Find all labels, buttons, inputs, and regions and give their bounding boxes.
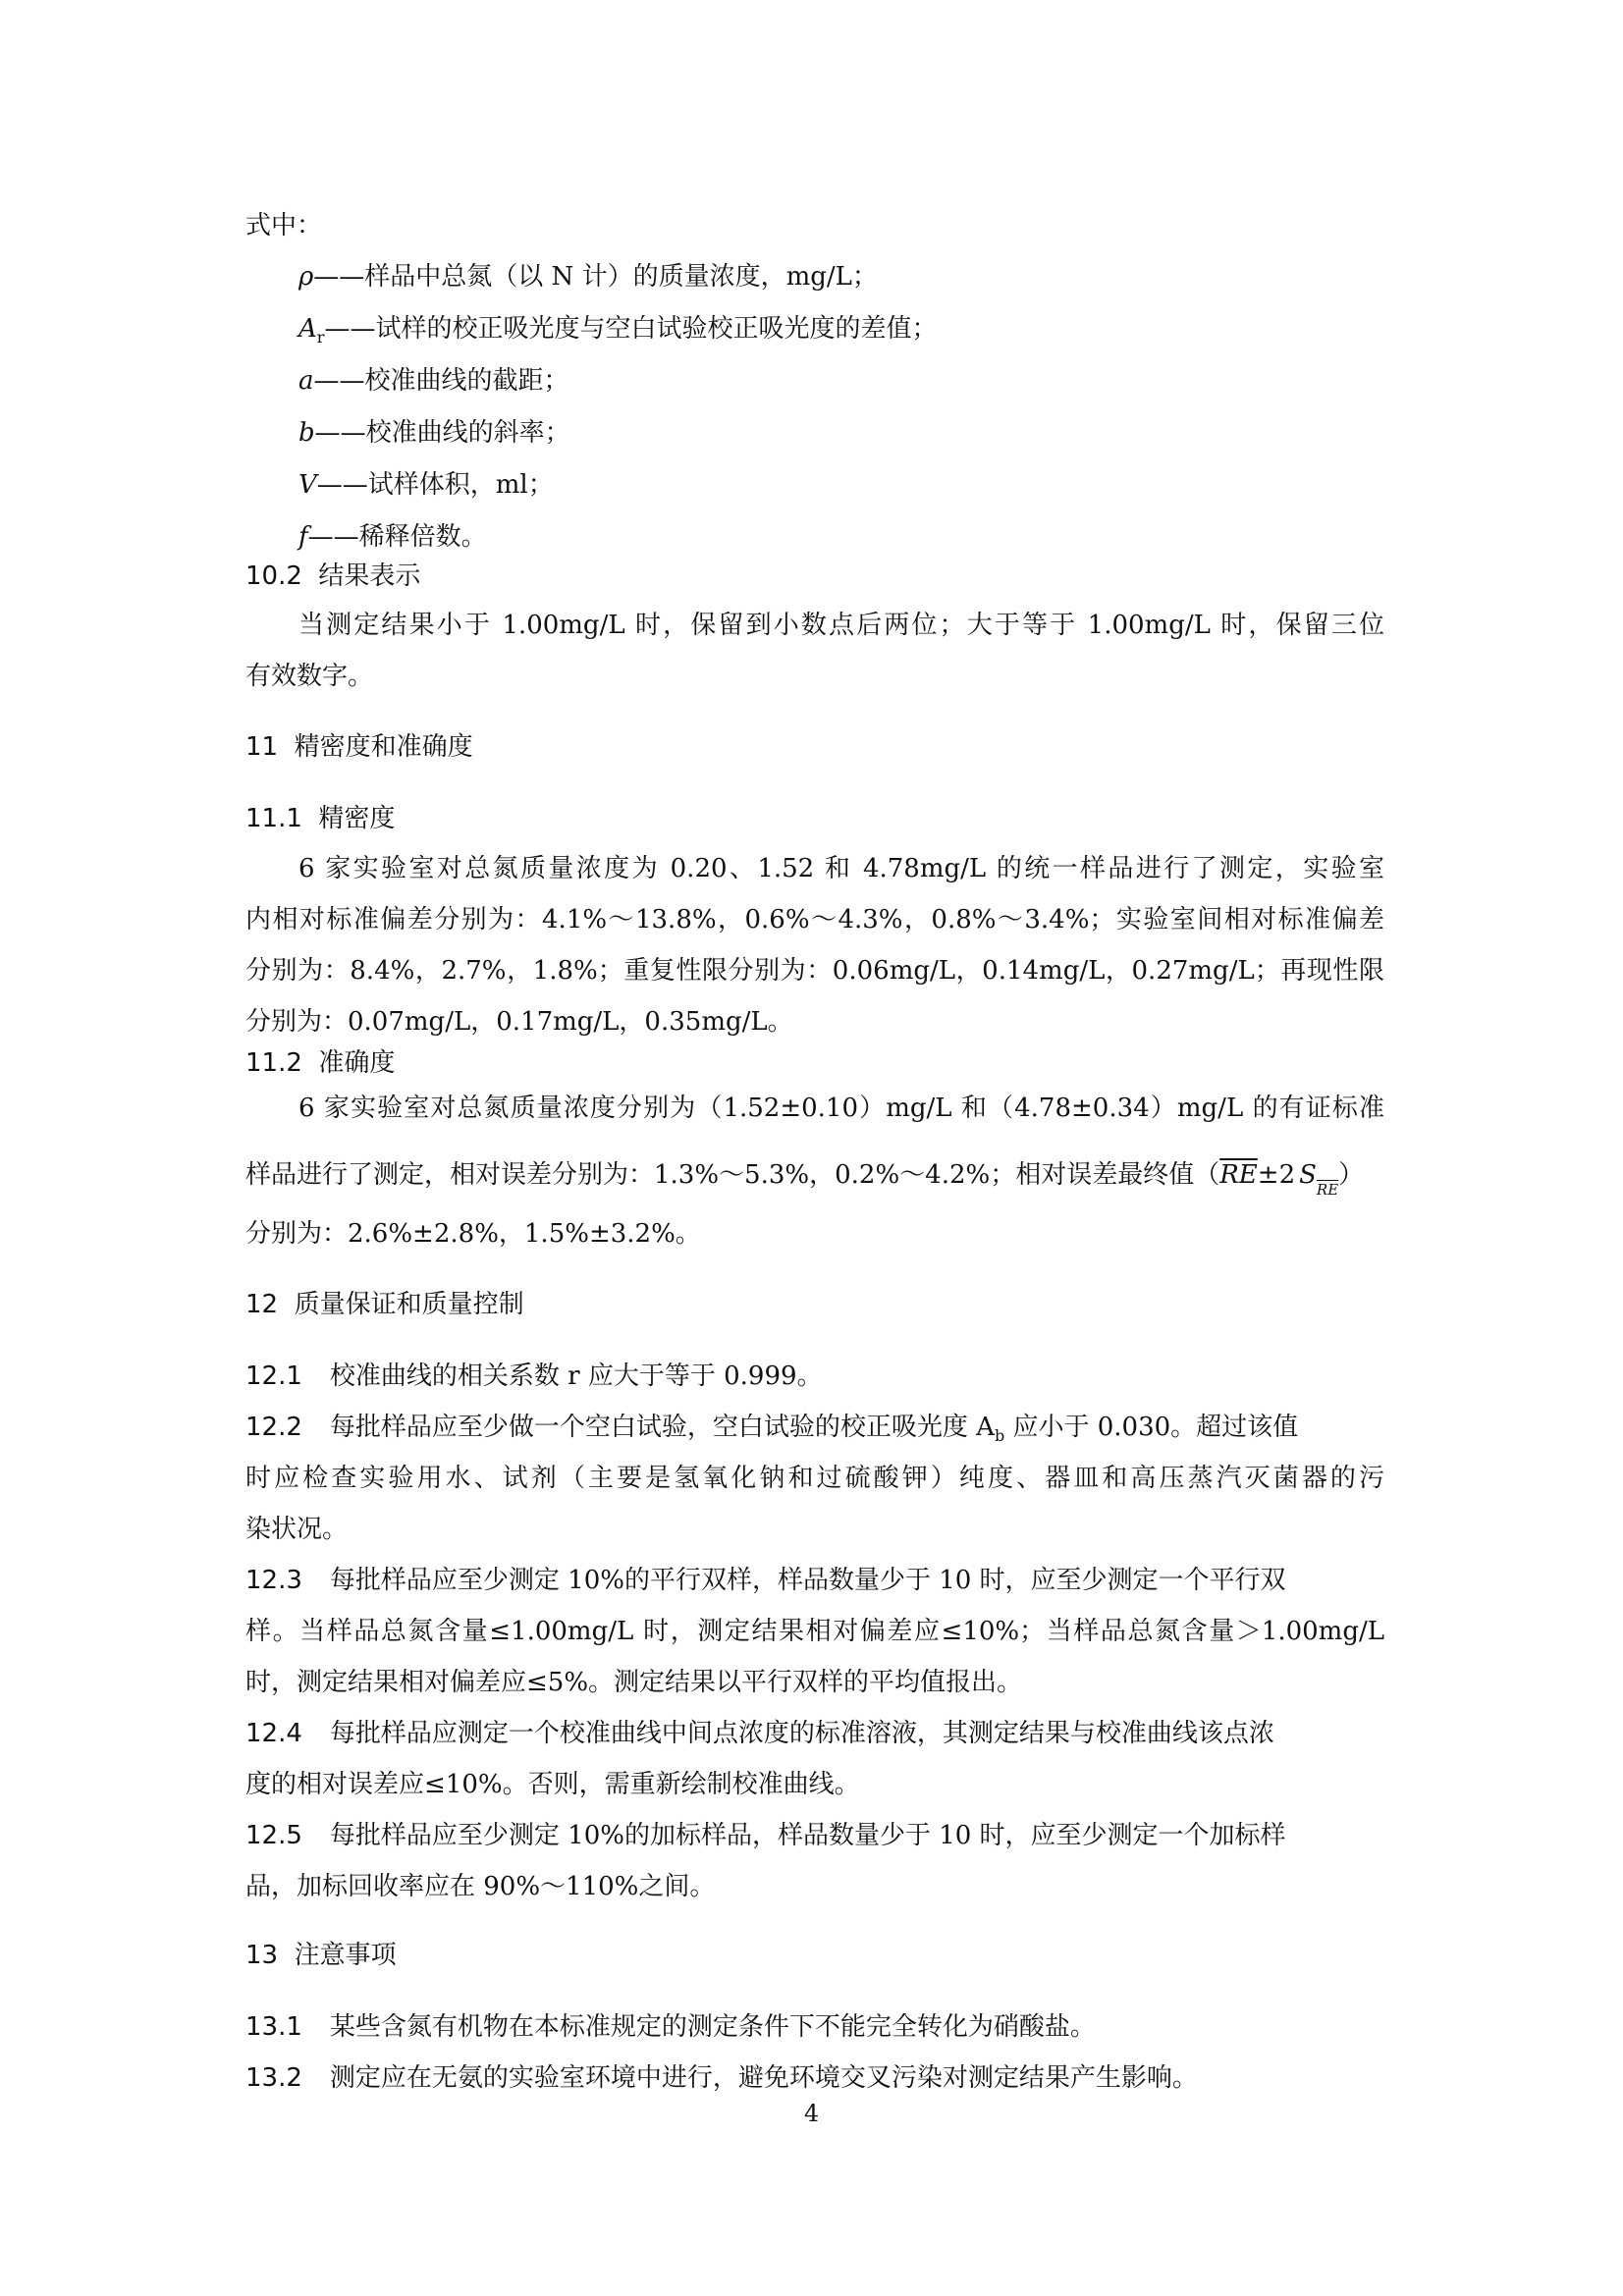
- paragraph-text: 样品进行了测定，相对误差分别为：1.3%～5.3%，0.2%～4.2%；相对误差最终值（: [245, 1160, 1220, 1190]
- legend-desc: ——试样的校正吸光度与空白试验校正吸光度的差值；: [324, 314, 938, 344]
- legend-symbol: f: [298, 522, 308, 552]
- clause-number: 13.2: [245, 2063, 302, 2093]
- clause-12-4: [245, 1717, 1384, 1750]
- legend-ar: [298, 312, 1437, 354]
- clause-12-3: [245, 1564, 1384, 1597]
- legend-symbol: V: [298, 470, 317, 500]
- clause-text: 每批样品应至少测定 10%的加标样品，样品数量少于 10 时，应至少测定一个加标样: [329, 1821, 1286, 1850]
- heading-10-2: 10.2 结果表示: [245, 561, 421, 591]
- heading-11-1: 11.1 精密度: [245, 804, 396, 833]
- paragraph-line: 样。当样品总氮含量≤1.00mg/L 时，测定结果相对偏差应≤10%；当样品总氮含量＞1.00mg/L: [245, 1617, 1384, 1646]
- clause-number: 12.5: [245, 1821, 302, 1850]
- legend-desc: ——校准曲线的斜率；: [314, 418, 570, 448]
- clause-text: 每批样品应至少做一个空白试验，空白试验的校正吸光度 A: [329, 1413, 995, 1442]
- clause-13-1: [245, 2010, 1384, 2044]
- paragraph-line: 内相对标准偏差分别为：4.1%～13.8%，0.6%～4.3%，0.8%～3.4%；实验室间相对标准偏差: [245, 905, 1384, 934]
- re-mean-symbol: $\overline{RE}$: [1219, 1160, 1258, 1190]
- legend-symbol: b: [298, 418, 315, 448]
- paragraph-line: 6 家实验室对总氮质量浓度为 0.20、1.52 和 4.78mg/L 的统一样品进行了测定，实验室: [298, 854, 1384, 883]
- paragraph-line: 有效数字。: [245, 662, 374, 691]
- clause-text: 应小于 0.030。超过该值: [1004, 1413, 1299, 1442]
- clause-12-1: [245, 1360, 1384, 1393]
- paragraph-line: 当测定结果小于 1.00mg/L 时，保留到小数点后两位；大于等于 1.00mg/L 时，保留三位: [298, 611, 1384, 640]
- paragraph-line-formula: [245, 1158, 1384, 1206]
- paragraph-line: 分别为：8.4%，2.7%，1.8%；重复性限分别为：0.06mg/L，0.14mg/L，0.27mg/L；再现性限: [245, 956, 1384, 986]
- paragraph-line: 度的相对误差应≤10%。否则，需重新绘制校准曲线。: [245, 1770, 860, 1799]
- s-symbol: S: [1299, 1160, 1317, 1190]
- legend-a: [298, 364, 1437, 398]
- legend-subscript: r: [316, 328, 325, 347]
- paragraph-line: 6 家实验室对总氮质量浓度分别为（1.52±0.10）mg/L 和（4.78±0.34）mg/L 的有证标准: [298, 1094, 1384, 1123]
- clause-12-2: [245, 1411, 1384, 1453]
- paragraph-text: ）: [1338, 1160, 1365, 1190]
- clause-number: 12.1: [245, 1362, 302, 1391]
- plus-minus-text: ±2: [1257, 1160, 1296, 1190]
- s-subscript: RE: [1316, 1181, 1339, 1199]
- legend-b: [298, 416, 1437, 450]
- paragraph-line: 分别为：0.07mg/L，0.17mg/L，0.35mg/L。: [245, 1007, 793, 1037]
- heading-11: 11 精密度和准确度: [245, 732, 473, 762]
- clause-text: 某些含氮有机物在本标准规定的测定条件下不能完全转化为硝酸盐。: [329, 2012, 1096, 2042]
- clause-number: 12.2: [245, 1413, 302, 1442]
- legend-symbol: ρ: [298, 262, 314, 292]
- clause-number: 12.3: [245, 1566, 302, 1595]
- heading-12: 12 质量保证和质量控制: [245, 1290, 524, 1319]
- clause-text: 每批样品应测定一个校准曲线中间点浓度的标准溶液，其测定结果与校准曲线该点浓: [329, 1719, 1274, 1748]
- legend-symbol: A: [298, 314, 317, 344]
- formula-intro: 式中：: [245, 211, 323, 240]
- paragraph-line: 时应检查实验用水、试剂（主要是氢氧化钠和过硫酸钾）纯度、器皿和高压蒸汽灭菌器的污: [245, 1464, 1384, 1493]
- clause-12-5: [245, 1819, 1384, 1852]
- clause-13-2: [245, 2061, 1384, 2095]
- clause-text: 校准曲线的相关系数 r 应大于等于 0.999。: [329, 1362, 823, 1391]
- legend-desc: ——稀释倍数。: [307, 522, 487, 552]
- legend-desc: ——校准曲线的截距；: [313, 366, 569, 396]
- paragraph-line: 品，加标回收率应在 90%～110%之间。: [245, 1872, 716, 1901]
- legend-f: [298, 520, 1437, 554]
- paragraph-line: 时，测定结果相对偏差应≤5%。测定结果以平行双样的平均值报出。: [245, 1668, 1023, 1697]
- legend-desc: ——样品中总氮（以 N 计）的质量浓度，mg/L；: [313, 262, 878, 292]
- clause-number: 12.4: [245, 1719, 302, 1748]
- paragraph-line: 分别为：2.6%±2.8%，1.5%±3.2%。: [245, 1219, 701, 1249]
- clause-text: 每批样品应至少测定 10%的平行双样，样品数量少于 10 时，应至少测定一个平行双: [329, 1566, 1286, 1595]
- clause-subscript: b: [994, 1426, 1005, 1445]
- paragraph-line: 染状况。: [245, 1515, 349, 1544]
- clause-number: 13.1: [245, 2012, 302, 2042]
- page-number: 4: [803, 2100, 820, 2127]
- legend-v: [298, 468, 1437, 502]
- heading-11-2: 11.2 准确度: [245, 1048, 396, 1078]
- legend-desc: ——试样体积，ml；: [316, 470, 554, 500]
- heading-13: 13 注意事项: [245, 1941, 397, 1970]
- clause-text: 测定应在无氨的实验室环境中进行，避免环境交叉污染对测定结果产生影响。: [329, 2063, 1198, 2093]
- legend-symbol: a: [298, 366, 314, 396]
- legend-rho: [298, 260, 1437, 294]
